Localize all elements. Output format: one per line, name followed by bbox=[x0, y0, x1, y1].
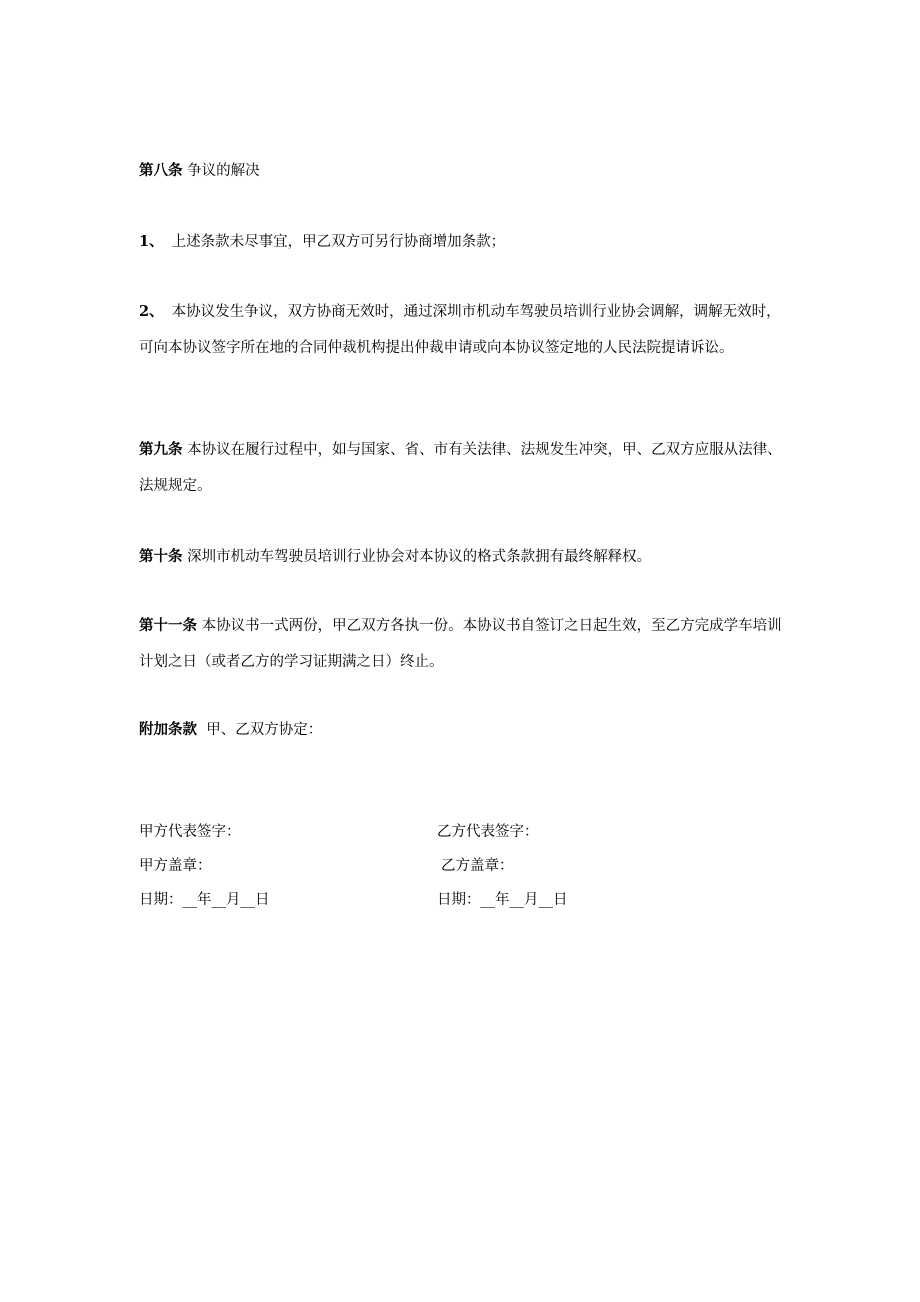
item-text: 本协议发生争议，双方协商无效时，通过深圳市机动车驾驶员培训行业协会调解，调解无效时，可向本协议签字所在地的合同仲裁机构提出仲裁申请或向本协议签定地的人民法院提请诉讼。 bbox=[139, 304, 781, 356]
article-8-label: 第八条 bbox=[139, 162, 183, 179]
supplementary-text: 甲、乙双方协定： bbox=[206, 722, 323, 738]
article-11 bbox=[139, 608, 789, 680]
article-8-title: 争议的解决 bbox=[187, 163, 260, 179]
article-11-label: 第十一条 bbox=[139, 617, 197, 634]
item-number: 1、 bbox=[139, 233, 164, 250]
party-b-date: 日期：__年__月__日 bbox=[437, 892, 568, 908]
article-9-text: 本协议在履行过程中，如与国家、省、市有关法律、法规发生冲突，甲、乙双方应服从法律、法规规定。 bbox=[139, 442, 782, 494]
party-a-date: 日期：__年__月__日 bbox=[139, 892, 270, 908]
article-10 bbox=[139, 539, 789, 575]
article-10-text: 深圳市机动车驾驶员培训行业协会对本协议的格式条款拥有最终解释权。 bbox=[187, 549, 652, 565]
article-8-heading bbox=[139, 153, 789, 189]
item-number: 2、 bbox=[139, 303, 164, 320]
party-b-seal: 乙方盖章： bbox=[441, 858, 514, 874]
article-10-label: 第十条 bbox=[139, 548, 183, 565]
article-9 bbox=[139, 432, 789, 504]
supplementary-clause bbox=[139, 712, 789, 748]
supplementary-label: 附加条款 bbox=[139, 721, 197, 738]
party-a-seal: 甲方盖章： bbox=[139, 858, 212, 874]
item-text: 上述条款未尽事宜，甲乙双方可另行协商增加条款； bbox=[171, 234, 506, 250]
article-8-item-1 bbox=[139, 224, 789, 260]
party-a-rep-sign: 甲方代表签字： bbox=[139, 824, 241, 840]
article-9-label: 第九条 bbox=[139, 441, 183, 458]
article-8-item-2 bbox=[139, 294, 789, 366]
article-11-text: 本协议书一式两份，甲乙双方各执一份。本协议书自签订之日起生效，至乙方完成学车培训计划之日（或者乙方的学习证期满之日）终止。 bbox=[139, 618, 782, 670]
party-b-rep-sign: 乙方代表签字： bbox=[437, 824, 539, 840]
